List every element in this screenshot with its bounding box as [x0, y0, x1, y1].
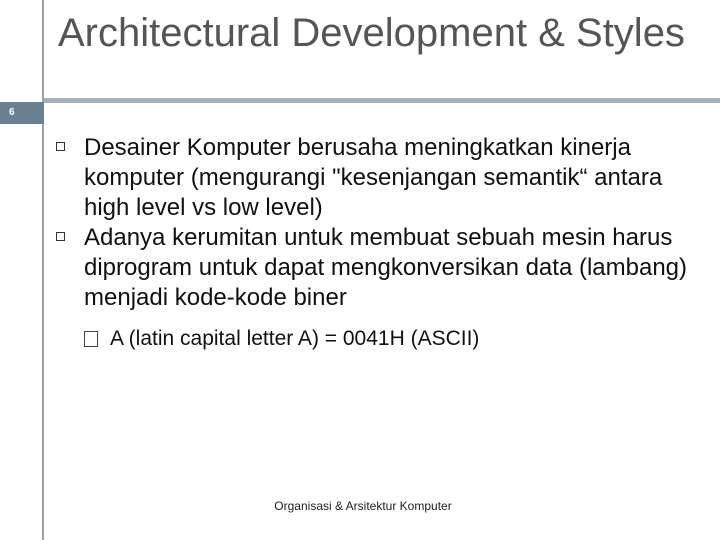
slide-footer: Organisasi & Arsitektur Komputer	[274, 499, 452, 513]
sub-bullet-text: A (latin capital letter A) = 0041H (ASCII)	[110, 327, 480, 350]
bullet-text-1: Desainer Komputer berusaha meningkatkan kinerja komputer (mengurangi "kesenjangan semantik“ antara high level vs low level)	[84, 134, 663, 221]
title-divider	[44, 98, 720, 103]
square-bullet-icon	[56, 232, 65, 241]
slide-title: Architectural Development & Styles	[58, 11, 685, 55]
square-bullet-icon	[56, 142, 65, 151]
bullet-item-2	[52, 223, 692, 313]
bullet-text-2: Adanya kerumitan untuk membuat sebuah mesin harus diprogram untuk dapat mengkonversikan data (lambang) menjadi kode-kode biner	[84, 224, 688, 311]
slide-content	[52, 133, 692, 353]
left-margin-bar	[0, 0, 44, 540]
slide-number: 6	[0, 102, 44, 124]
bullet-item-1	[52, 133, 692, 223]
sub-bullet-item	[52, 325, 692, 353]
box-bullet-icon	[84, 331, 98, 347]
